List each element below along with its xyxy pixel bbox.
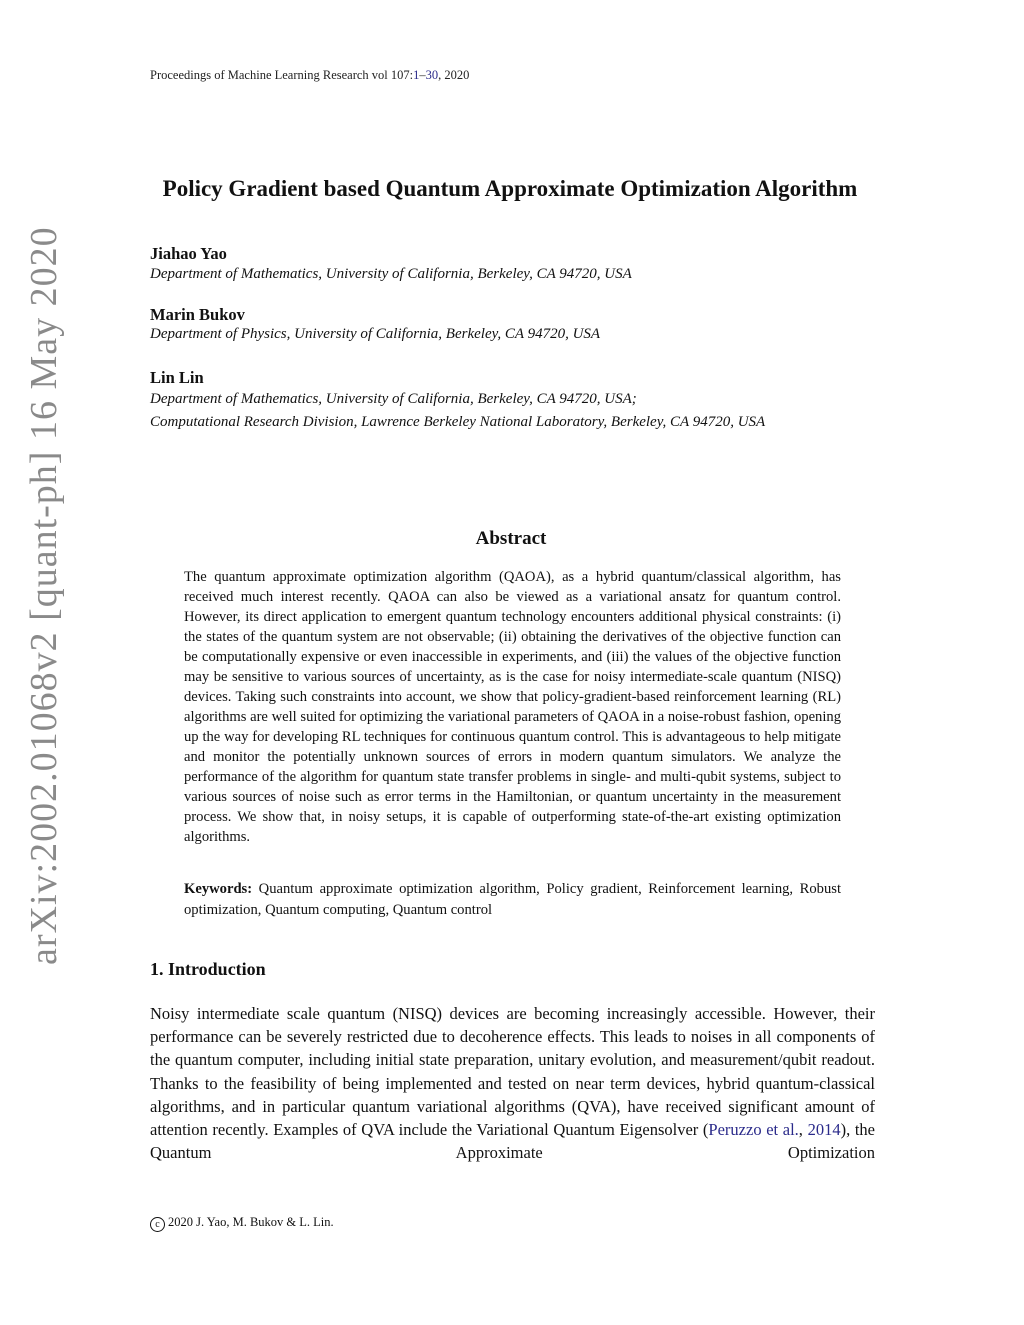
section-heading: 1. Introduction: [150, 959, 266, 979]
keywords-label: Keywords:: [184, 881, 253, 897]
running-header: [150, 68, 469, 83]
arxiv-stamp: arXiv:2002.01068v2 [quant-ph] 16 May 2020: [23, 226, 65, 965]
citation-author-link[interactable]: Peruzzo et al.: [708, 1120, 799, 1140]
keywords-list: Quantum approximate optimization algorithm, Policy gradient, Reinforcement learning, Robust optimization, Quantum computing, Quantum control: [184, 881, 841, 918]
citation-year-link[interactable]: 2014: [807, 1120, 841, 1140]
intro-text-after-citation: ), the Quantum Approximate Optimization: [150, 1120, 876, 1163]
author-name: Jiahao Yao: [150, 244, 227, 263]
intro-text-before-citation: Noisy intermediate scale quantum (NISQ) devices are becoming increasingly accessible. However, their performance can be severely restricted due to decoherence effects. This leads to noises in all components of the quantum computer, including initial state preparation, unitary evolution, and measurement/qubit readout. Thanks to the feasibility of being implemented and tested on near term devices, hybrid quantum-classical algorithms, and in particular quantum variational algorithms (QVA), have received significant amount of attention recently. Examples of QVA include the Variational Quantum Eigensolver (: [150, 1004, 875, 1140]
author-affiliation: Computational Research Division, Lawrence Berkeley National Laboratory, Berkeley, CA 94720, USA: [150, 414, 766, 430]
copyright-text: 2020 J. Yao, M. Bukov & L. Lin.: [168, 1215, 334, 1229]
page-range-separator: –: [419, 68, 426, 82]
author-affiliation: Department of Mathematics, University of California, Berkeley, CA 94720, USA: [150, 266, 632, 282]
page-start-link[interactable]: 1: [413, 68, 420, 82]
author-affiliation: Department of Mathematics, University of California, Berkeley, CA 94720, USA;: [150, 391, 637, 407]
proceedings-text: Proceedings of Machine Learning Research vol 107:: [150, 68, 414, 82]
header-year: , 2020: [438, 68, 470, 82]
author-affiliation: Department of Physics, University of California, Berkeley, CA 94720, USA: [150, 326, 601, 342]
introduction-paragraph: [150, 1002, 875, 1164]
abstract-heading: Abstract: [475, 528, 547, 549]
citation-separator: ,: [798, 1120, 808, 1140]
page-end-link[interactable]: 30: [425, 68, 439, 82]
paper-title: Policy Gradient based Quantum Approximate Optimization Algorithm: [162, 176, 858, 201]
copyright-footer: [150, 1215, 334, 1232]
copyright-icon: c: [150, 1217, 165, 1232]
author-name: Marin Bukov: [150, 305, 245, 324]
keywords: [184, 879, 841, 921]
abstract-text: The quantum approximate optimization algorithm (QAOA), as a hybrid quantum/classical algorithm, has received much interest recently. QAOA can also be viewed as a variational ansatz for quantum control. However, its direct application to emergent quantum technology encounters additional physical constraints: (i) the states of the quantum system are not observable; (ii) obtaining the derivatives of the objective function can be computationally expensive or even inaccessible in experiments, and (iii) the values of the objective function may be sensitive to various sources of uncertainty, as is the case for noisy intermediate-scale quantum (NISQ) devices. Taking such constraints into account, we show that policy-gradient-based reinforcement learning (RL) algorithms are well suited for optimizing the variational parameters of QAOA in a noise-robust fashion, opening up the way for developing RL techniques for continuous quantum control. This is advantageous to help mitigate and monitor the potentially unknown sources of errors in modern quantum simulators. We analyze the performance of the algorithm for quantum state transfer problems in single- and multi-qubit systems, subject to various sources of noise such as error terms in the Hamiltonian, or quantum uncertainty in the measurement process. We show that, in noisy setups, it is capable of outperforming state-of-the-art existing optimization algorithms.: [184, 569, 841, 845]
author-name: Lin Lin: [150, 368, 204, 387]
